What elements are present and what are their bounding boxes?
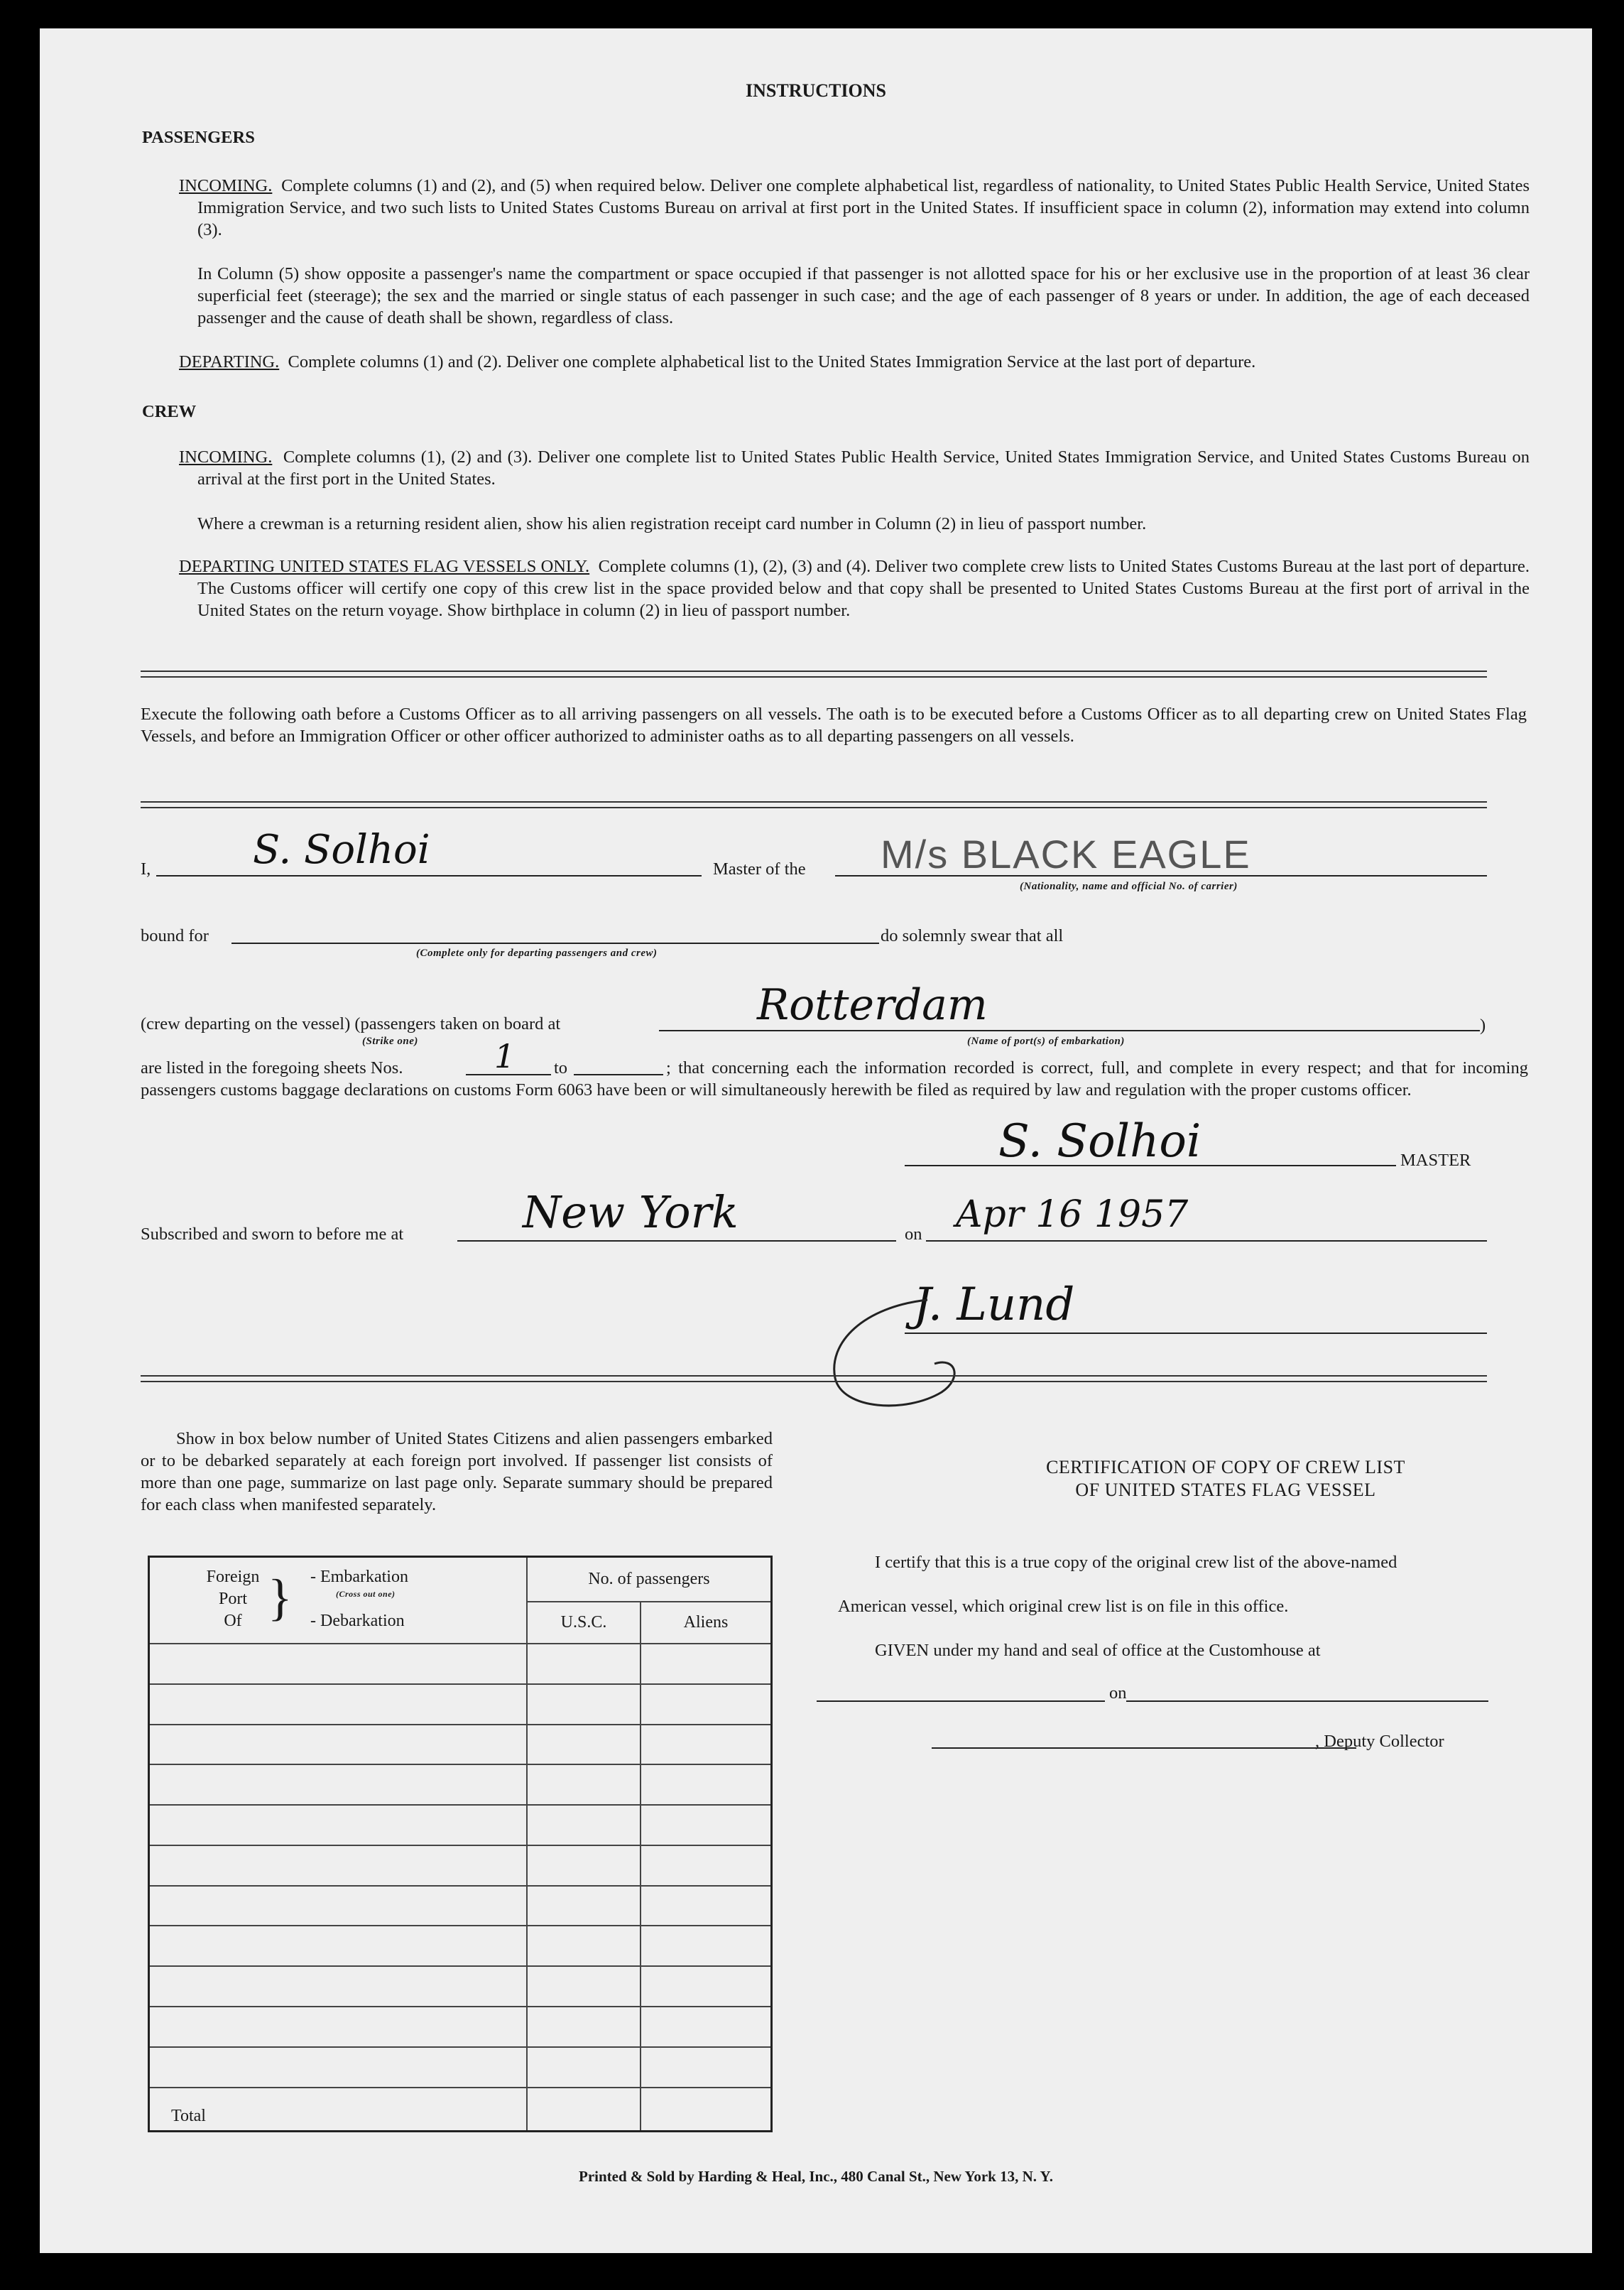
cross-out-label: (Cross out one) — [336, 1589, 396, 1599]
crew-heading: CREW — [142, 402, 197, 421]
master-label: MASTER — [1400, 1151, 1471, 1170]
table-row — [149, 1886, 772, 1926]
deputy-collector-label: , Deputy Collector — [1315, 1732, 1444, 1751]
subscribed-label: Subscribed and sworn to before me at — [141, 1225, 404, 1244]
passengers-departing-label: DEPARTING. — [179, 352, 280, 371]
total-label: Total — [149, 2088, 528, 2132]
swear-text: do solemnly swear that all — [881, 926, 1064, 945]
form-page — [40, 28, 1592, 2253]
brace-icon: } — [268, 1569, 293, 1626]
section-divider — [141, 801, 1487, 808]
table-row — [149, 1845, 772, 1886]
crew-resident-paragraph: Where a crewman is a returning resident alien, show his alien registration receipt card number in Column (2) in lieu of passport number. — [197, 514, 1147, 533]
bound-for-line — [231, 943, 879, 944]
master-name-handwriting: S. Solhoi — [253, 827, 430, 873]
sworn-date-handwriting: Apr 16 1957 — [956, 1193, 1189, 1236]
to-label: to — [554, 1058, 568, 1078]
bound-for-label: bound for — [141, 926, 209, 945]
debarkation-label: - Debarkation — [310, 1612, 405, 1630]
foreign-port-label: Foreign Port Of — [206, 1568, 260, 1630]
page-title: INSTRUCTIONS — [746, 80, 886, 101]
master-signature: S. Solhoi — [998, 1115, 1201, 1168]
usc-header: U.S.C. — [527, 1602, 641, 1644]
port-caption: (Name of port(s) of embarkation) — [967, 1036, 1125, 1047]
oath-i-label: I, — [141, 859, 151, 879]
port-line — [659, 1030, 1480, 1031]
passengers-incoming-label: INCOMING. — [179, 176, 273, 195]
certification-line-2: American vessel, which original crew list is on file in this office. — [838, 1597, 1289, 1616]
port-handwriting: Rotterdam — [757, 980, 988, 1030]
table-row — [149, 2047, 772, 2088]
section-divider — [141, 1375, 1487, 1382]
table-row — [149, 1966, 772, 2007]
crew-departing-paragraph — [179, 555, 1530, 622]
sworn-place-handwriting: New York — [523, 1186, 739, 1238]
officer-signature-line — [905, 1333, 1487, 1334]
vessel-stamp: M/s BLACK EAGLE — [881, 832, 1251, 877]
deputy-signature-line — [932, 1747, 1356, 1749]
passengers-departing-paragraph — [179, 351, 1530, 373]
passengers-heading: PASSENGERS — [142, 128, 255, 147]
passenger-summary-table — [148, 1556, 773, 2132]
passengers-incoming-paragraph — [179, 175, 1530, 241]
table-row — [149, 2007, 772, 2047]
sworn-on-label: on — [905, 1225, 922, 1244]
crew-departing-text: Complete columns (1), (2), (3) and (4). Deliver two complete crew lists to United States Customs Bureau at the last port of departure. The Customs officer will certify one copy of this crew list in the space provided below and that copy shall be presented to United States Customs Bureau at the first port of arrival in the United States on the return voyage. Show birthplace in column (2) in lieu of passport number. — [197, 557, 1530, 620]
embarkation-label: - Embarkation — [310, 1568, 408, 1586]
certification-line-1: I certify that this is a true copy of the original crew list of the above-named — [875, 1553, 1397, 1572]
table-row — [149, 1725, 772, 1765]
officer-signature: J. Lund — [913, 1279, 1075, 1331]
master-name-line — [156, 875, 702, 877]
sworn-place-line — [457, 1240, 896, 1242]
crew-departing-label: DEPARTING UNITED STATES FLAG VESSELS ONLY. — [179, 557, 590, 576]
crew-incoming-text: Complete columns (1), (2) and (3). Deliver one complete list to United States Public Health Service, United States Immigration Service, and United States Customs Bureau on arrival at the first port in the United States. — [197, 447, 1530, 489]
crew-incoming-paragraph — [179, 446, 1530, 490]
certification-title-1: CERTIFICATION OF COPY OF CREW LIST — [1046, 1457, 1405, 1477]
printer-footer: Printed & Sold by Harding & Heal, Inc., 480 Canal St., New York 13, N. Y. — [579, 2168, 1053, 2185]
certification-on-label: on — [1109, 1683, 1127, 1703]
total-row — [149, 2088, 772, 2132]
summary-instruction: Show in box below number of United States Citizens and alien passengers embarked or to be debarked separately at each foreign port involved. If passenger list consists of more than one page, summarize on last page only. Separate summary should be prepared for each class when manifested separately. — [141, 1429, 773, 1514]
table-row — [149, 1805, 772, 1845]
passengers-incoming-text: Complete columns (1) and (2), and (5) when required below. Deliver one complete alphabetical list, regardless of nationality, to United States Public Health Service, United States Immigration Service, and two such lists to United States Customs Bureau on arrival at first port in the United States. If insufficient space in column (2), information may extend into column (3). — [197, 176, 1530, 239]
oath-intro: Execute the following oath before a Customs Officer as to all arriving passengers on all vessels. The oath is to be executed before a Customs Officer as to all departing crew on United States Flag Vessels, and before an Immigration Officer or other officer authorized to administer oaths as to all departing passengers on all vessels. — [141, 705, 1527, 746]
passengers-departing-text: Complete columns (1) and (2). Deliver one complete alphabetical list to the United States Immigration Service at the last port of departure. — [288, 352, 1256, 371]
vessel-caption: (Nationality, name and official No. of carrier) — [1020, 881, 1238, 892]
table-row — [149, 1764, 772, 1805]
strike-caption: (Strike one) — [362, 1036, 418, 1047]
sheet-from-handwriting: 1 — [494, 1037, 516, 1075]
table-row — [149, 1644, 772, 1684]
crew-passengers-text: (crew departing on the vessel) (passengers taken on board at — [141, 1014, 561, 1033]
customhouse-line — [817, 1700, 1105, 1702]
port-header-cell — [149, 1557, 528, 1644]
certification-date-line — [1126, 1700, 1488, 1702]
crew-incoming-label: INCOMING. — [179, 447, 273, 467]
bound-for-caption: (Complete only for departing passengers and crew) — [416, 948, 658, 959]
master-of-label: Master of the — [713, 859, 806, 879]
signature-flourish — [821, 1286, 977, 1421]
table-row — [149, 1926, 772, 1966]
certification-line-3: GIVEN under my hand and seal of office at the Customhouse at — [875, 1641, 1321, 1660]
listed-text: ; that concerning each the information recorded is correct, full, and complete in every respect; and that for incoming passengers customs baggage declarations on customs Form 6063 have been or will simultaneously herewith be filed as required by law and regulation with the proper customs officer. — [141, 1058, 1528, 1100]
certification-title-2: OF UNITED STATES FLAG VESSEL — [1075, 1480, 1376, 1500]
no-passengers-header: No. of passengers — [527, 1557, 772, 1602]
aliens-header: Aliens — [641, 1602, 772, 1644]
listed-label: are listed in the foregoing sheets Nos. — [141, 1058, 403, 1078]
sworn-date-line — [926, 1240, 1487, 1242]
passengers-column5-paragraph: In Column (5) show opposite a passenger's name the compartment or space occupied if that passenger is not allotted space for his or her exclusive use in the proportion of at least 36 clear superficial feet (steerage); the sex and the married or single status of each passenger in such case; and the age of each passenger of 8 years or under. In addition, the age of each deceased passenger and the cause of death shall be shown, regardless of class. — [197, 264, 1530, 327]
close-paren: ) — [1480, 1016, 1486, 1035]
section-divider — [141, 671, 1487, 678]
table-row — [149, 1684, 772, 1725]
